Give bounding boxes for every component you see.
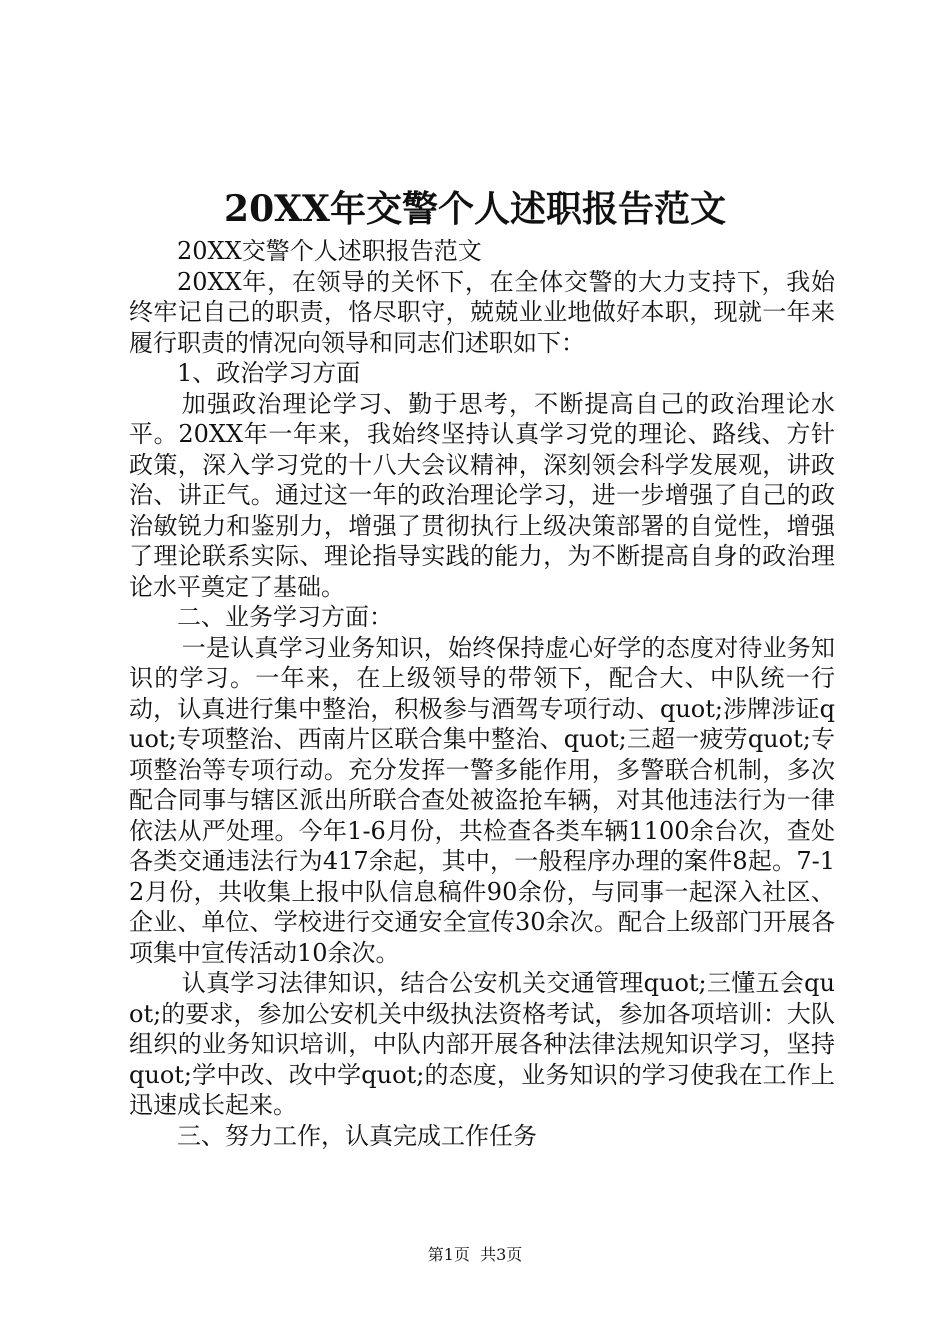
paragraph-legal-knowledge: 认真学习法律知识，结合公安机关交通管理quot;三懂五会quot;的要求，参加公安机关中级执法资格考试，参加各项培训：大队组织的业务知识培训，中队内部开展各种法律法规知识学习，坚持quot;学中改、改中学quot;的态度，业务知识的学习使我在工作上迅速成长起来。 bbox=[129, 969, 835, 1119]
section-heading-work-tasks: 三、努力工作，认真完成工作任务 bbox=[177, 1121, 537, 1150]
document-title: 20XX年交警个人述职报告范文 bbox=[224, 188, 726, 230]
paragraph-political-study: 加强政治理论学习、勤于思考，不断提高自己的政治理论水平。20XX年一年来，我始终坚持认真学习党的理论、路线、方针政策，深入学习党的十八大会议精神，深刻领会科学发展观，讲政治、讲正气。通过这一年的政治理论学习，进一步增强了自己的政治敏锐力和鉴别力，增强了贯彻执行上级决策部署的自觉性，增强了理论联系实际、理论指导实践的能力，为不断提高自身的政治理论水平奠定了基础。 bbox=[129, 389, 835, 601]
paragraph-subtitle: 20XX交警个人述职报告范文 bbox=[177, 237, 482, 265]
section-heading-business-study: 二、业务学习方面： bbox=[177, 603, 393, 631]
paragraph-business-knowledge: 一是认真学习业务知识，始终保持虚心好学的态度对待业务知识的学习。一年来，在上级领导的带领下，配合大、中队统一行动，认真进行集中整治，积极参与酒驾专项行动、quot;涉牌涉证quot;专项整治、西南片区联合集中整治、quot;三超一疲劳quot;专项整治等专项行动。充分发挥一警多能作用，多警联合机制，多次配合同事与辖区派出所联合查处被盗抢车辆，对其他违法行为一律依法从严处理。今年1-6月份，共检查各类车辆1100余台次，查处各类交通违法行为417余起，其中，一般程序办理的案件8起。7-12月份，共收集上报中队信息稿件90余份，与同事一起深入社区、企业、单位、学校进行交通安全宣传30余次。配合上级部门开展各项集中宣传活动10余次。 bbox=[129, 633, 835, 967]
document-body bbox=[129, 236, 835, 1151]
page-number-label: 第1页 共3页 bbox=[427, 1245, 523, 1264]
paragraph-intro: 20XX年，在领导的关怀下，在全体交警的大力支持下，我始终牢记自己的职责，恪尽职守，兢兢业业地做好本职，现就一年来履行职责的情况向领导和同志们述职如下： bbox=[129, 267, 835, 357]
section-heading-political-study: 1、政治学习方面 bbox=[177, 359, 361, 387]
page-footer bbox=[0, 1244, 950, 1266]
